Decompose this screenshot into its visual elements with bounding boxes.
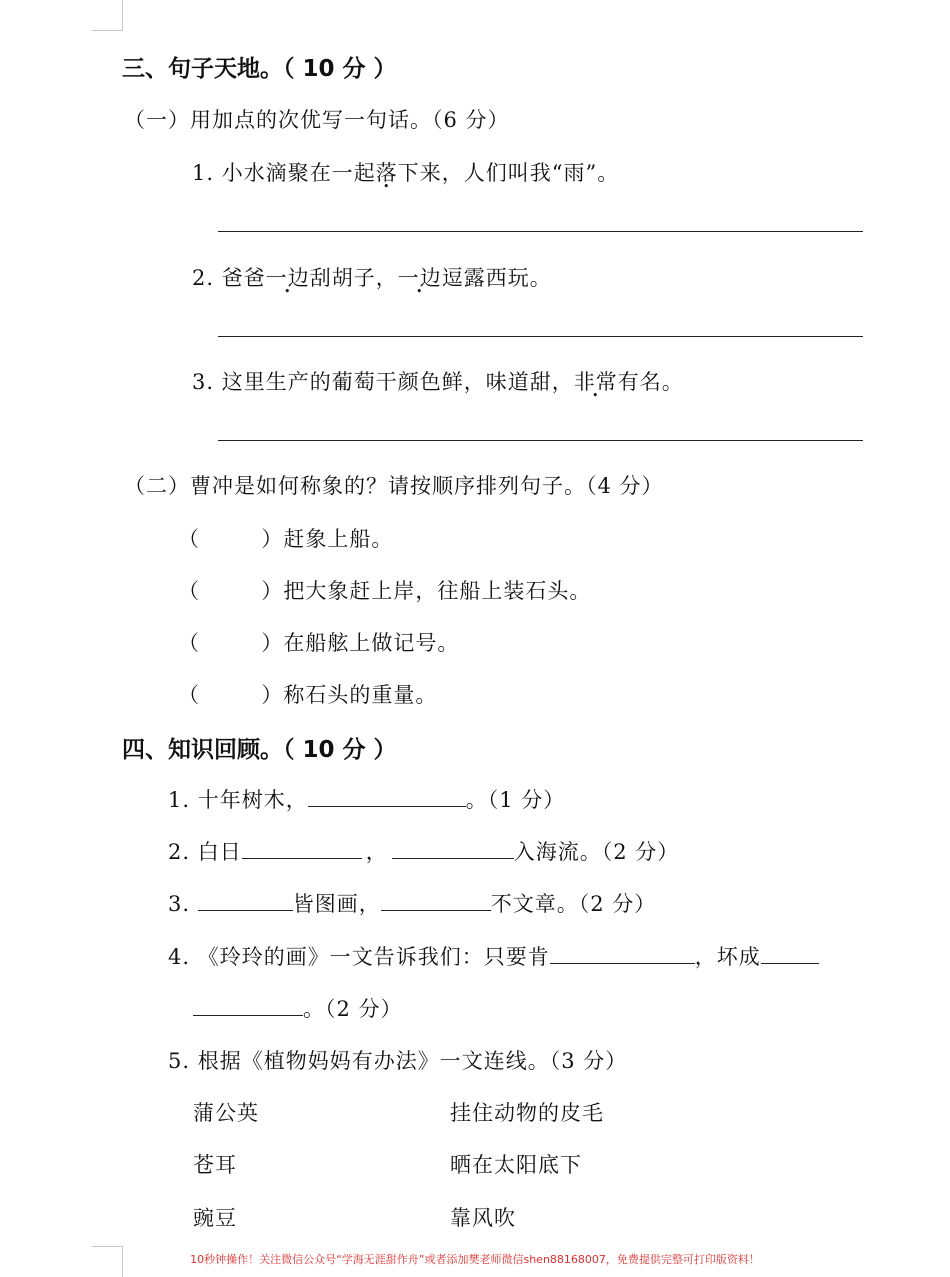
crop-mark-top <box>92 0 123 31</box>
order-blank[interactable]: （ ） <box>178 631 284 655</box>
fill-blank[interactable] <box>761 943 819 964</box>
sentence-text: 刮胡子， <box>309 266 398 290</box>
order-item <box>178 575 591 605</box>
question-text: 1. 十年树木， <box>168 788 308 812</box>
match-right-2[interactable]: 晒在太阳底下 <box>450 1153 582 1177</box>
fill-blank[interactable] <box>198 890 293 911</box>
question-1 <box>168 784 565 814</box>
fill-blank[interactable] <box>392 838 514 859</box>
order-blank[interactable]: （ ） <box>178 527 284 551</box>
order-blank[interactable]: （ ） <box>178 683 284 707</box>
sentence-text: 3. 这里生产的葡萄干颜色鲜，味道甜， <box>192 370 574 394</box>
section4-title: 四、知识回顾。（ 10 分 ） <box>122 737 397 763</box>
question-text: 。（1 分） <box>465 788 566 812</box>
dotted-word: 落 <box>375 161 398 185</box>
order-blank[interactable]: （ ） <box>178 579 284 603</box>
match-left-3[interactable]: 豌豆 <box>193 1206 237 1230</box>
question-text: 2. 白日 <box>168 840 242 864</box>
sentence-2 <box>192 262 552 292</box>
question-text: 。（2 分） <box>303 997 403 1021</box>
sentence-text: 逗露西玩。 <box>441 266 552 290</box>
fill-blank[interactable] <box>193 995 303 1016</box>
question-4 <box>168 941 819 971</box>
match-left-1[interactable]: 蒲公英 <box>193 1101 259 1125</box>
sentence-3 <box>192 366 684 396</box>
sentence-1 <box>192 157 619 187</box>
question-2 <box>168 836 679 866</box>
fill-blank[interactable] <box>308 786 466 807</box>
footer-notice: 10秒钟操作！关注微信公众号“学海无涯甜作舟”或者添加樊老师微信shen88168007，免费提供完整可打印版资料！ <box>190 1253 760 1266</box>
order-text: 在船舷上做记号。 <box>283 631 460 655</box>
question-text: ，坏成 <box>694 945 761 969</box>
dotted-word: 一边 <box>265 266 310 290</box>
section3-part2-title: （二）曹冲是如何称象的？请按顺序排列句子。（4 分） <box>124 474 664 498</box>
sentence-text: 有名。 <box>617 370 684 394</box>
order-text: 赶象上船。 <box>283 527 394 551</box>
question-text: 入海流。（2 分） <box>513 840 680 864</box>
dotted-word: 一边 <box>397 266 442 290</box>
match-right-1[interactable]: 挂住动物的皮毛 <box>450 1101 604 1125</box>
dotted-word: 非常 <box>573 370 618 394</box>
match-left-2[interactable]: 苍耳 <box>193 1153 237 1177</box>
fill-blank[interactable] <box>550 943 695 964</box>
question-3 <box>168 888 656 918</box>
question-5-title: 5. 根据《植物妈妈有办法》一文连线。（3 分） <box>168 1049 628 1073</box>
order-text: 称石头的重量。 <box>283 683 438 707</box>
order-item <box>178 679 437 709</box>
order-item <box>178 523 393 553</box>
question-text: ， <box>365 840 388 864</box>
fill-blank[interactable] <box>242 838 362 859</box>
section3-title: 三、句子天地。（ 10 分 ） <box>122 56 397 82</box>
match-right-3[interactable]: 靠风吹 <box>450 1206 516 1230</box>
section3-part1-title: （一）用加点的次优写一句话。（6 分） <box>124 108 510 132</box>
question-text: 皆图画， <box>292 892 381 916</box>
answer-line-2[interactable] <box>218 336 863 337</box>
question-text: 不文章。（2 分） <box>490 892 657 916</box>
order-item <box>178 627 459 657</box>
question-text: 4. 《玲玲的画》一文告诉我们：只要肯 <box>168 945 550 969</box>
answer-line-3[interactable] <box>218 440 863 441</box>
sentence-text: 2. 爸爸 <box>192 266 266 290</box>
answer-line-1[interactable] <box>218 231 863 232</box>
order-text: 把大象赶上岸，往船上装石头。 <box>283 579 592 603</box>
fill-blank[interactable] <box>381 890 491 911</box>
sentence-text: 1. 小水滴聚在一起 <box>192 161 376 185</box>
sentence-text: 下来，人们叫我“雨”。 <box>397 161 620 185</box>
question-4-cont <box>193 993 403 1023</box>
question-text: 3. <box>168 892 198 916</box>
